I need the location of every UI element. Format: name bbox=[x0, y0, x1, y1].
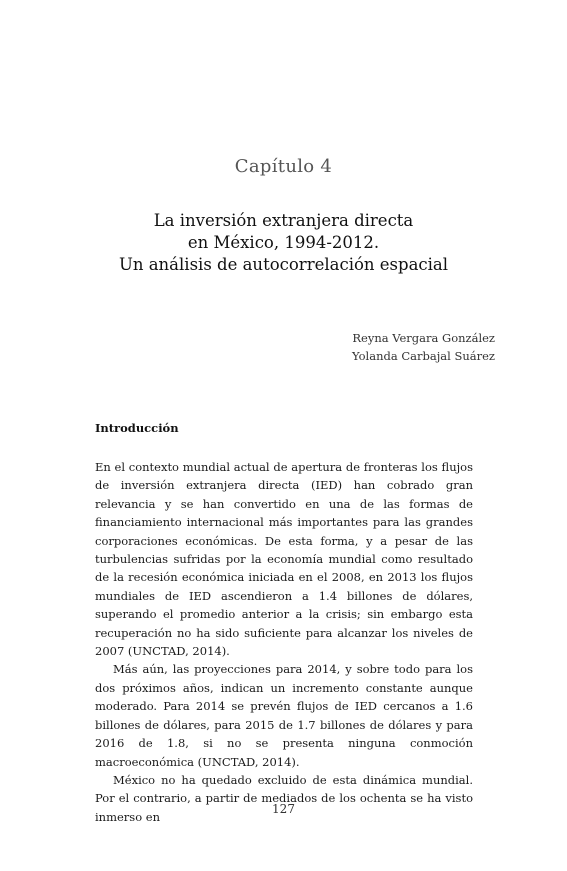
section-heading: Introducción bbox=[95, 421, 179, 435]
paragraph: Más aún, las proyecciones para 2014, y sobre todo para los dos próximos años, indican un incremento constante aunque moderado. Para 2014 se prevén flujos de IED cercanos a 1.6 billones de dólares, para 2015 de 1.7 billones de dólares y para 2016 de 1.8, si no se presenta ninguna conmoción macroeconómica (UNCTAD, 2014). bbox=[95, 662, 473, 769]
title-line: en México, 1994-2012. bbox=[187, 233, 380, 252]
body-text bbox=[95, 458, 473, 826]
title-line: La inversión extranjera directa bbox=[153, 211, 414, 230]
chapter-label: Capítulo 4 bbox=[234, 156, 333, 177]
author-name: Reyna Vergara González bbox=[352, 331, 495, 345]
paragraph: En el contexto mundial actual de apertura de fronteras los flujos de inversión extranjera directa (IED) han cobrado gran relevancia y se han convertido en una de las formas de financiamiento internacional más importantes para las grandes corporaciones económicas. De esta forma, y a pesar de las turbulencias sufridas por la economía mundial como resultado de la recesión económica iniciada en el 2008, en 2013 los flujos mundiales de IED ascendieron a 1.4 billones de dólares, superando el promedio anterior a la crisis; sin embargo esta recuperación no ha sido suficiente para alcanzar los niveles de 2007 (UNCTAD, 2014). bbox=[95, 460, 473, 659]
title-line: Un análisis de autocorrelación espacial bbox=[118, 255, 449, 274]
page-number: 127 bbox=[272, 802, 295, 816]
chapter-title bbox=[0, 210, 567, 276]
paragraph: México no ha quedado excluido de esta dinámica mundial. Por el contrario, a partir de mediados de los ochenta se ha visto inmerso en bbox=[95, 772, 473, 824]
author-name: Yolanda Carbajal Suárez bbox=[352, 349, 495, 363]
authors bbox=[352, 329, 495, 365]
